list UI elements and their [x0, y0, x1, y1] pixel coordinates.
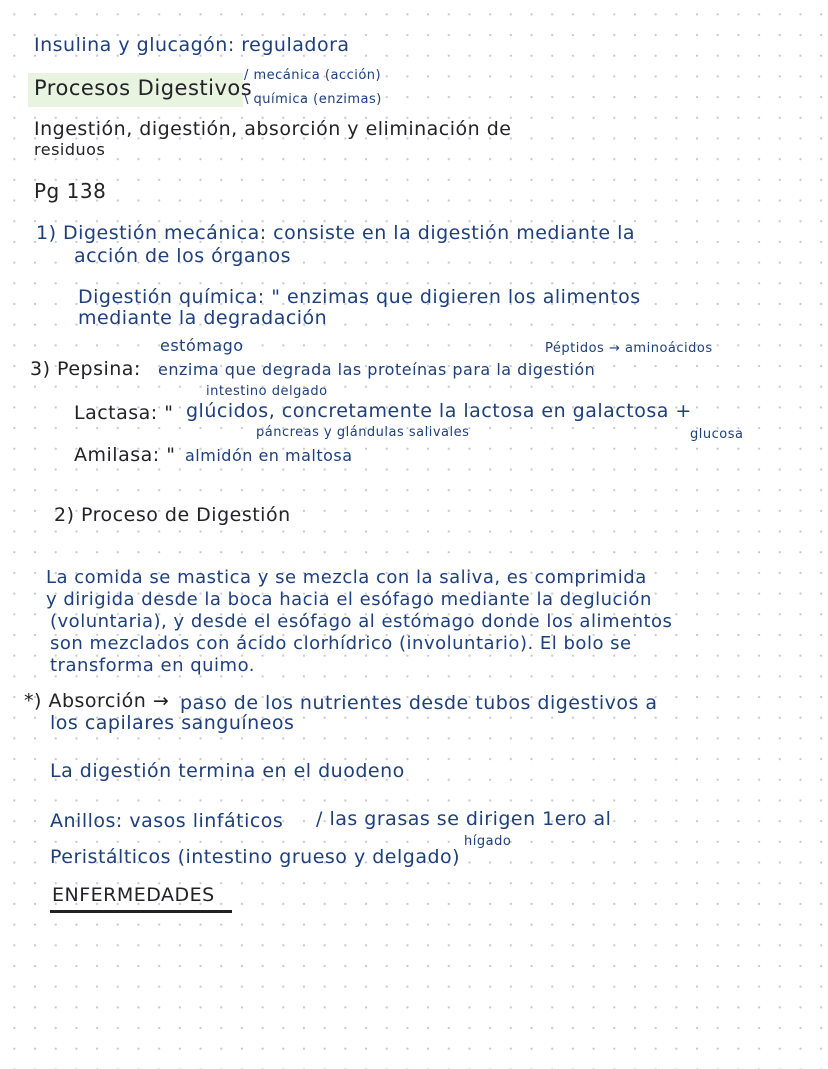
page-ref: Pg 138	[34, 179, 107, 203]
heading-enfermedades: ENFERMEDADES	[52, 884, 215, 906]
note-line: residuos	[34, 140, 106, 159]
note-line: mediante la degradación	[78, 307, 328, 329]
note-annotation: glucosa	[690, 427, 744, 442]
note-branch: / mecánica (acción)	[244, 68, 382, 83]
heading-procesos: Procesos Digestivos	[34, 76, 253, 100]
note-annotation: intestino delgado	[206, 384, 328, 399]
heading-proceso: 2) Proceso de Digestión	[54, 504, 291, 526]
note-annotation: páncreas y glándulas salivales	[256, 425, 470, 440]
note-line: los capilares sanguíneos	[50, 712, 295, 734]
note-line: paso de los nutrientes desde tubos digestivos a	[180, 692, 658, 714]
note-annotation: Péptidos → aminoácidos	[545, 341, 713, 356]
note-line: almidón en maltosa	[185, 446, 353, 465]
paragraph-line: y dirigida desde la boca hacia el esófago mediante la deglución	[46, 589, 652, 610]
note-line: Digestión química: " enzimas que digieren los alimentos	[78, 286, 641, 308]
note-label: Amilasa: "	[74, 444, 176, 466]
note-annotation: hígado	[464, 834, 512, 849]
heading-underline	[50, 910, 232, 913]
paragraph-line: son mezclados con ácido clorhídrico (involuntario). El bolo se	[50, 633, 632, 654]
note-line: glúcidos, concretamente la lactosa en galactosa +	[186, 400, 692, 422]
note-line: 1) Digestión mecánica: consiste en la digestión mediante la	[36, 222, 636, 244]
note-line: La digestión termina en el duodeno	[50, 760, 405, 782]
note-label: Lactasa: "	[74, 402, 174, 424]
note-line: Peristálticos (intestino grueso y delgado)	[50, 846, 461, 868]
note-line: Insulina y glucagón: reguladora	[34, 34, 350, 56]
note-line: enzima que degrada las proteínas para la digestión	[158, 360, 596, 379]
note-line: acción de los órganos	[74, 245, 292, 267]
paragraph-line: La comida se mastica y se mezcla con la saliva, es comprimida	[46, 567, 647, 588]
paragraph-line: transforma en quimo.	[50, 655, 255, 676]
note-branch: \ química (enzimas)	[244, 92, 382, 107]
note-annotation: estómago	[160, 336, 244, 355]
note-line: Anillos: vasos linfáticos	[50, 810, 284, 832]
note-line: Ingestión, digestión, absorción y eliminación de	[34, 118, 512, 140]
note-line: / las grasas se dirigen 1ero al	[316, 808, 612, 830]
note-label: *) Absorción →	[24, 690, 170, 712]
paragraph-line: (voluntaria), y desde el esófago al estómago donde los alimentos	[50, 611, 673, 632]
note-label: 3) Pepsina:	[30, 358, 141, 380]
